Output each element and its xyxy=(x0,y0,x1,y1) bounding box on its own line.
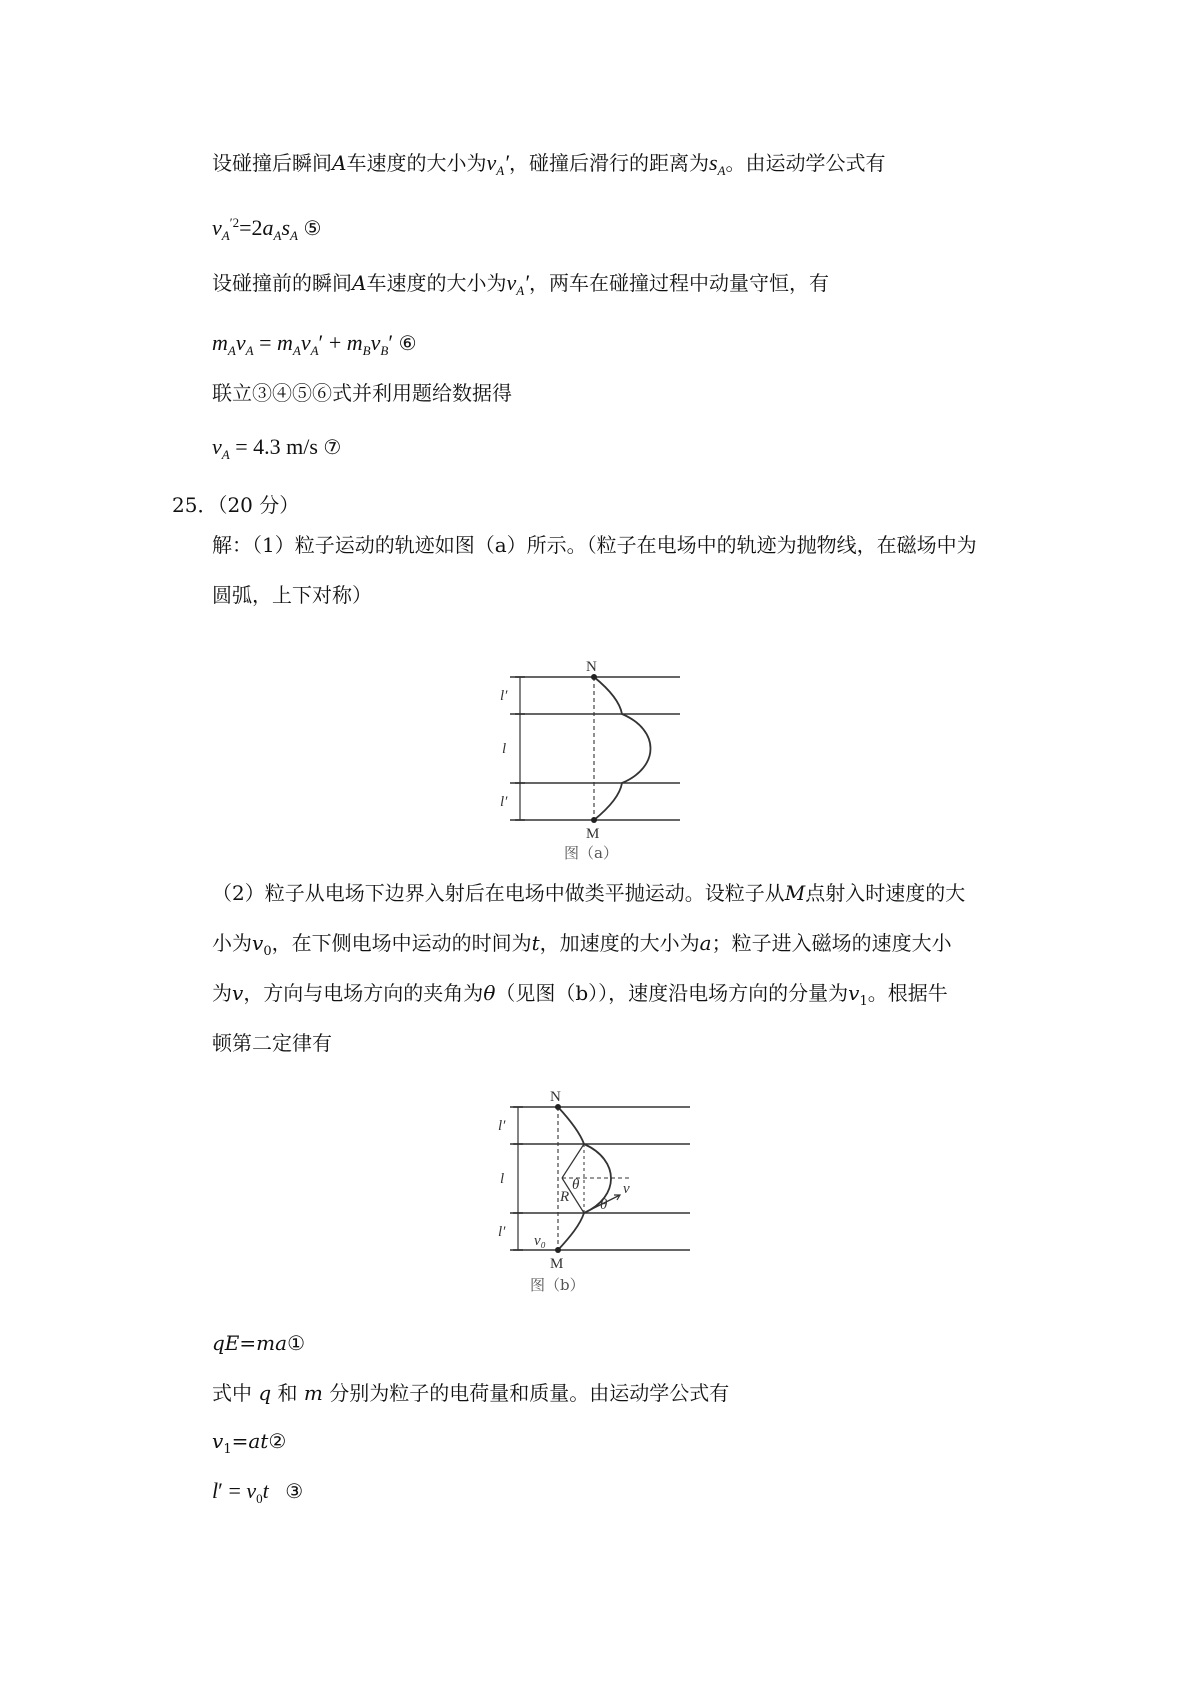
text-segment: ，加速度的大小为 xyxy=(539,931,700,955)
point-M xyxy=(591,817,597,823)
label-theta-inner: θ xyxy=(572,1177,580,1193)
var-v1: v xyxy=(848,981,860,1005)
eq-text: qE=ma xyxy=(212,1331,288,1355)
label-l-prime-bottom: l′ xyxy=(498,1224,506,1240)
var-v: v xyxy=(232,981,244,1005)
eq-value: = 4.3 m/s xyxy=(235,434,318,459)
figure-b-caption: 图（b） xyxy=(530,1276,585,1294)
eq-rhs: =at xyxy=(231,1429,269,1453)
text-line-5: 联立③④⑤⑥式并利用题给数据得 xyxy=(212,381,512,405)
text-segment: ；粒子进入磁场的速度大小 xyxy=(711,931,952,955)
equation-2 xyxy=(212,1426,286,1465)
para-2-line-b xyxy=(212,928,952,967)
text-segment: 。由运动学公式有 xyxy=(725,151,886,175)
para-2-line-d: 顿第二定律有 xyxy=(212,1031,332,1055)
point-M xyxy=(555,1247,561,1253)
eq-lhs: v xyxy=(212,1429,224,1453)
var-t: t xyxy=(531,931,540,955)
solution-1-line-b: 圆弧，上下对称） xyxy=(212,583,372,607)
var-A: A xyxy=(332,151,347,175)
figure-a xyxy=(470,655,690,865)
figure-b xyxy=(480,1085,700,1310)
text-segment: 设碰撞后瞬间 xyxy=(212,151,332,175)
text-segment: ，两车在碰撞过程中动量守恒，有 xyxy=(528,271,829,295)
text-segment: ，方向与电场方向的夹角为 xyxy=(243,981,484,1005)
eq-number: ① xyxy=(287,1331,305,1355)
label-l: l xyxy=(502,741,507,757)
label-N: N xyxy=(586,659,597,675)
symbol-sA: $s_A$ xyxy=(708,150,726,178)
text-segment: 设碰撞前的瞬间 xyxy=(212,271,352,295)
eq-number: ⑥ xyxy=(398,331,417,355)
var-v0: v xyxy=(252,931,264,955)
label-theta-outer: θ xyxy=(600,1197,608,1213)
label-M: M xyxy=(550,1256,564,1272)
symbol-vA-prime: $v_A'$ xyxy=(486,150,509,178)
eq-number: ⑤ xyxy=(303,216,322,240)
equation-6: $m_Av_A = m_Av_A' + m_Bv_B'$ ⑥ xyxy=(212,330,417,358)
equation-5: $v_A^{'2}=2a_As_A$ ⑤ xyxy=(212,215,322,243)
para-2-line-c xyxy=(212,978,948,1017)
text-segment: 分别为粒子的电荷量和质量。由运动学公式有 xyxy=(329,1381,730,1405)
text-segment: 。根据牛 xyxy=(867,981,948,1005)
eq-lhs-sub: 1 xyxy=(223,1442,232,1457)
var-M: M xyxy=(784,881,806,905)
label-l-prime-bottom: l′ xyxy=(500,794,508,810)
text-segment: 车速度的大小为 xyxy=(346,151,487,175)
var-a: a xyxy=(699,931,712,955)
text-segment: 点射入时速度的大 xyxy=(805,881,966,905)
text-segment: ，在下侧电场中运动的时间为 xyxy=(271,931,532,955)
text-segment: 为 xyxy=(212,981,232,1005)
solution-1-line-a: 解：（1）粒子运动的轨迹如图（a）所示。（粒子在电场中的轨迹为抛物线，在磁场中为 xyxy=(212,533,977,557)
eq-number: ⑦ xyxy=(323,435,342,459)
var-A: A xyxy=(352,271,367,295)
para-2-line-a xyxy=(212,878,965,908)
equation-3: $l' = v_0t$ ③ xyxy=(212,1478,304,1506)
eq-number: ② xyxy=(268,1429,287,1453)
label-l: l xyxy=(500,1171,505,1187)
text-segment: （见图（b）），速度沿电场方向的分量为 xyxy=(495,981,849,1005)
text-segment: 式中 xyxy=(212,1381,252,1405)
text-segment: 车速度的大小为 xyxy=(366,271,507,295)
label-l-prime-top: l′ xyxy=(498,1118,506,1134)
equation-1 xyxy=(212,1328,305,1358)
var-v1-sub: 1 xyxy=(859,994,868,1009)
var-theta: θ xyxy=(483,981,496,1005)
label-v: v xyxy=(623,1181,630,1197)
label-N: N xyxy=(550,1089,561,1105)
text-line-q-m xyxy=(212,1378,729,1408)
symbol-vA-prime: $v_A'$ xyxy=(506,270,529,298)
text-line-1 xyxy=(212,148,886,186)
figure-a-caption: 图（a） xyxy=(564,844,618,862)
question-25-heading: 25．（20 分） xyxy=(172,493,300,517)
equation-7: $v_A = 4.3$ m/s ⑦ xyxy=(212,434,342,462)
text-segment: ，碰撞后滑行的距离为 xyxy=(508,151,709,175)
label-M: M xyxy=(586,826,600,842)
text-segment: （2）粒子从电场下边界入射后在电场中做类平抛运动。设粒子从 xyxy=(212,881,785,905)
eq-number: ③ xyxy=(285,1479,304,1503)
text-segment: 小为 xyxy=(212,931,252,955)
var-q: q xyxy=(258,1381,272,1405)
var-m: m xyxy=(303,1381,323,1405)
text-segment: 和 xyxy=(277,1381,298,1405)
label-R: R xyxy=(560,1189,570,1205)
label-v0: v₀ xyxy=(534,1233,546,1249)
text-line-3 xyxy=(212,268,829,306)
label-l-prime-top: l′ xyxy=(500,688,508,704)
var-v0-sub: 0 xyxy=(263,944,272,959)
